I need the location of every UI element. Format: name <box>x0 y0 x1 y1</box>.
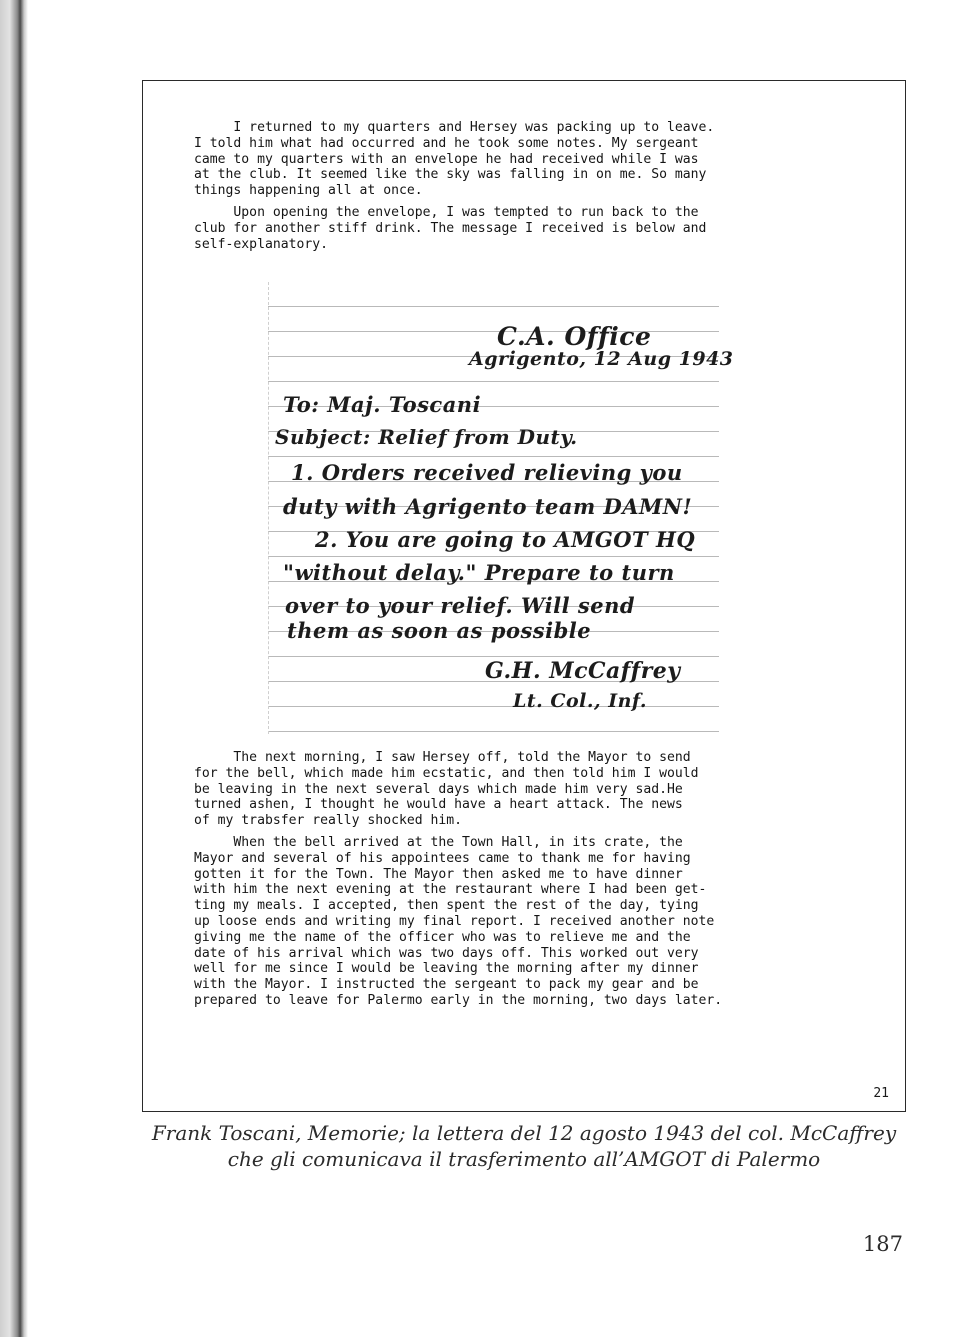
letter-line: 2. You are going to AMGOT HQ <box>315 527 696 552</box>
letter-recipient: To: Maj. Toscani <box>283 392 482 417</box>
letter-line: duty with Agrigento team DAMN! <box>283 494 693 519</box>
reproduced-page-number: 21 <box>873 1086 889 1101</box>
letter-office: C.A. Office <box>497 322 652 351</box>
caption-line: che gli comunicava il trasferimento all’AMGOT di Palermo <box>227 1147 821 1171</box>
letter-line: "without delay." Prepare to turn <box>283 560 675 585</box>
typed-paragraph: The next morning, I saw Hersey off, told the Mayor to send for the bell, which made him ecstatic, and then told him I would be leaving in the next several days which made him very sad.He turned ashen, I thought he would have a heart attack. The news of my trabsfer really shocked him. <box>194 750 699 829</box>
book-page-number: 187 <box>862 1232 903 1256</box>
book-spine-shadow <box>0 0 28 1337</box>
letter-signature-rank: Lt. Col., Inf. <box>513 690 648 712</box>
typed-text-bottom <box>194 750 850 1015</box>
letter-line: 1. Orders received relieving you <box>291 460 683 485</box>
typed-paragraph: I returned to my quarters and Hersey was packing up to leave. I told him what had occurred and he took some notes. My sergeant came to my quarters with an envelope he had received while I was at the club. It seemed like the sky was falling in on me. So many things happening all at once. <box>194 120 715 199</box>
letter-signature: G.H. McCaffrey <box>485 658 681 684</box>
letter-subject: Subject: Relief from Duty. <box>275 425 578 449</box>
caption-line: Frank Toscani, Memorie; la lettera del 12 agosto 1943 del col. McCaffrey <box>151 1121 897 1145</box>
typed-paragraph: When the bell arrived at the Town Hall, in its crate, the Mayor and several of his appointees came to thank me for having gotten it for the Town. The Mayor then asked me to have dinner with him the next evening at the restaurant where I had been get- ting my meals. I accepted, then spent the rest of the day, tying up loose ends and writing my final report. I received another note giving me the name of the officer who was to relieve me and the date of his arrival which was two days off. This worked out very well for me since I would be leaving the morning after my dinner with the Mayor. I instructed the sergeant to pack my gear and be prepared to leave for Palermo early in the morning, two days later. <box>194 834 723 1008</box>
handwritten-letter <box>268 282 734 734</box>
letter-place-date: Agrigento, 12 Aug 1943 <box>469 348 734 370</box>
letter-line: over to your relief. Will send <box>285 593 636 618</box>
typed-paragraph: Upon opening the envelope, I was tempted to run back to the club for another stiff drink. The message I received is below and self-explanatory. <box>194 204 707 252</box>
figure-caption <box>142 1120 906 1172</box>
typed-text-top <box>194 120 850 258</box>
letter-line: them as soon as possible <box>287 618 592 643</box>
